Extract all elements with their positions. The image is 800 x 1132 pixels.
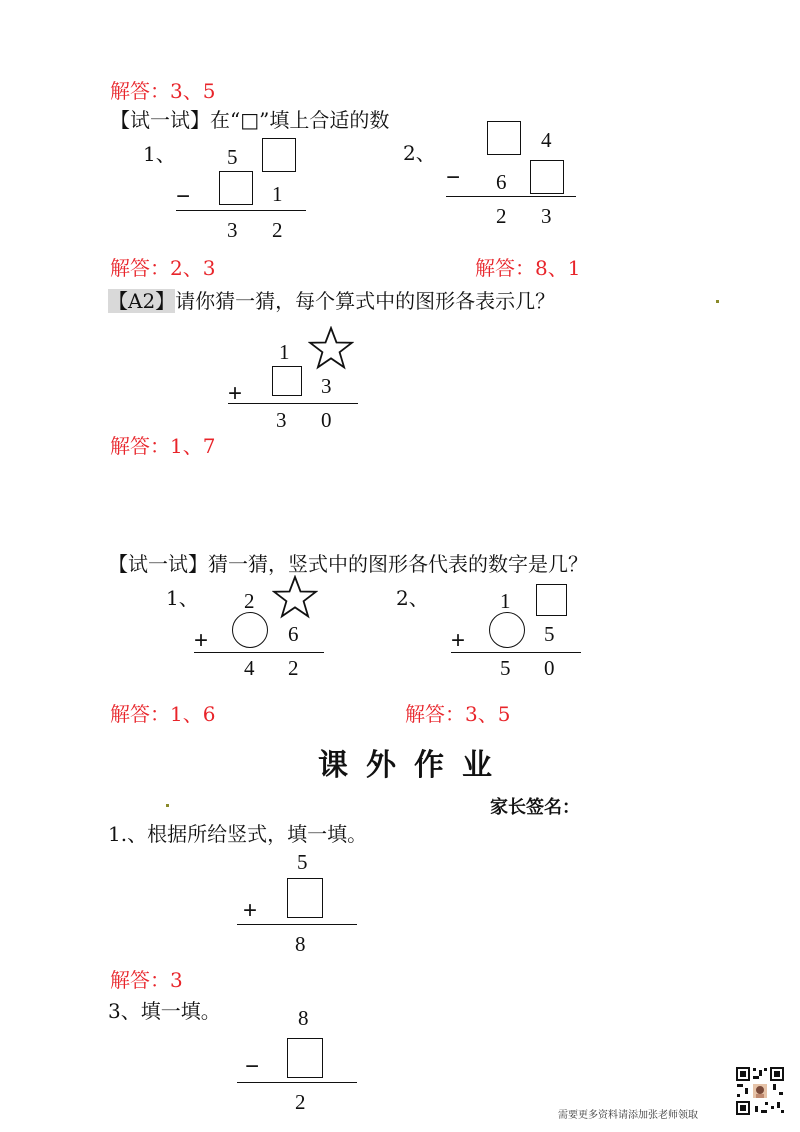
circle-shape <box>489 612 525 648</box>
digit: 1 <box>500 589 511 613</box>
result-digit: 5 <box>500 656 511 680</box>
stray-mark <box>716 300 719 303</box>
square-box <box>262 138 296 172</box>
square-box <box>272 366 302 396</box>
digit: 2 <box>244 589 255 613</box>
result-digit: 0 <box>321 408 332 432</box>
problem-label: 2、 <box>396 586 429 610</box>
result-digit: 3 <box>227 218 238 242</box>
digit: 6 <box>496 170 507 194</box>
a2-tag: 【A2】 <box>108 289 176 313</box>
sum-line <box>446 196 576 197</box>
digit: 3 <box>321 374 332 398</box>
hw-q3-text: 3、填一填。 <box>108 999 221 1023</box>
try1-answer-1: 解答：2、3 <box>110 256 216 280</box>
result-digit: 2 <box>272 218 283 242</box>
sum-line <box>194 652 324 653</box>
problem-label: 2、 <box>403 141 436 165</box>
digit: 5 <box>227 145 238 169</box>
try1-heading-right: ”填上合适的数 <box>259 108 390 132</box>
try1-answer-2: 解答：8、1 <box>475 256 581 280</box>
homework-title: 课外作业 <box>318 748 510 783</box>
star-icon <box>272 575 318 619</box>
problem-label: 1、 <box>143 142 176 166</box>
square-box <box>530 160 564 194</box>
minus-sign: − <box>245 1053 260 1080</box>
try1-heading-left: 【试一试】在“ <box>110 108 241 132</box>
sum-line <box>176 210 306 211</box>
digit: 1 <box>272 182 283 206</box>
minus-sign: − <box>446 164 461 191</box>
digit: 5 <box>297 850 308 874</box>
try2-answer-2: 解答：3、5 <box>405 702 511 726</box>
a2-heading <box>108 289 555 313</box>
digit: 6 <box>288 622 299 646</box>
star-icon <box>308 326 354 370</box>
digit: 4 <box>541 128 552 152</box>
try1-heading <box>110 108 389 132</box>
plus-sign: + <box>194 627 209 654</box>
parent-signature-label: 家长签名： <box>490 797 580 818</box>
circle-shape <box>232 612 268 648</box>
try1-heading-box: □ <box>240 108 260 132</box>
a2-question: 请你猜一猜，每个算式中的图形各表示几？ <box>175 289 556 313</box>
square-box <box>287 878 323 918</box>
plus-sign: + <box>228 380 243 407</box>
square-box <box>487 121 521 155</box>
stray-mark <box>166 804 169 807</box>
square-box <box>536 584 567 616</box>
digit: 8 <box>298 1006 309 1030</box>
result-digit: 3 <box>541 204 552 228</box>
result-digit: 3 <box>276 408 287 432</box>
result-digit: 4 <box>244 656 255 680</box>
try2-answer-1: 解答：1、6 <box>110 702 216 726</box>
sum-line <box>228 403 358 404</box>
qr-caption: 需要更多资料请添加张老师领取 <box>558 1110 698 1121</box>
plus-sign: + <box>451 627 466 654</box>
qr-code-icon <box>735 1066 785 1116</box>
sum-line <box>451 652 581 653</box>
try2-heading: 【试一试】猜一猜，竖式中的图形各代表的数字是几？ <box>108 552 588 576</box>
hw-q1-text: 1.、根据所给竖式，填一填。 <box>108 822 368 846</box>
a2-answer: 解答：1、7 <box>110 434 216 458</box>
square-box <box>287 1038 323 1078</box>
plus-sign: + <box>243 897 258 924</box>
digit: 5 <box>544 622 555 646</box>
answer-top: 解答：3、5 <box>110 79 216 103</box>
problem-label: 1、 <box>166 586 199 610</box>
sum-line <box>237 1082 357 1083</box>
result-digit: 8 <box>295 932 306 956</box>
sum-line <box>237 924 357 925</box>
hw-q1-answer: 解答：3 <box>110 968 183 992</box>
square-box <box>219 171 253 205</box>
result-digit: 2 <box>288 656 299 680</box>
result-digit: 0 <box>544 656 555 680</box>
result-digit: 2 <box>295 1090 306 1114</box>
minus-sign: − <box>176 183 191 210</box>
result-digit: 2 <box>496 204 507 228</box>
digit: 1 <box>279 340 290 364</box>
